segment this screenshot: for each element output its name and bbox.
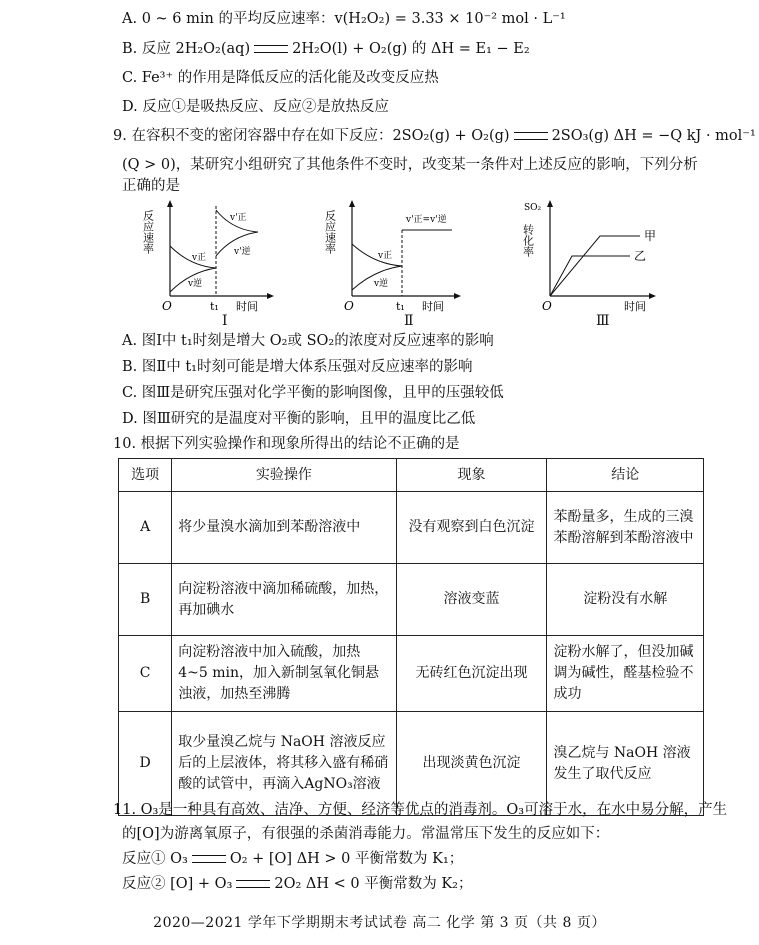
graph-3-jia-curve: [550, 236, 640, 296]
reaction-arrow-icon: [254, 45, 288, 53]
table-cell: A: [119, 492, 172, 564]
table-cell: 无砖红色沉淀出现: [396, 636, 547, 712]
q11-reaction-2-lhs: 反应② [O] + O₃: [122, 876, 233, 892]
graph-2-vfwd-curve: [352, 244, 402, 266]
q11-stem-line2: 的[O]为游离氧原子，有很强的杀菌消毒能力。常温常压下发生的反应如下：: [122, 826, 610, 842]
table-cell: B: [119, 564, 172, 636]
graph-2-vrev-label: v逆: [374, 279, 389, 289]
q11-reaction-1-rhs: O₂ + [O] ΔH > 0 平衡常数为 K₁；: [229, 851, 464, 867]
graph-3-xlabel: 时间: [624, 300, 646, 313]
table-header: 现象: [396, 459, 547, 492]
reaction-arrow-icon: [514, 132, 548, 140]
graph-3-yi-curve: [550, 256, 630, 296]
table-row: [119, 492, 704, 564]
table-cell: 苯酚量多，生成的三溴苯酚溶解到苯酚溶液中: [547, 492, 704, 564]
graph-1-y-arrow-icon: [167, 200, 173, 207]
q8-option-b: [122, 39, 530, 59]
q10-table: [118, 458, 704, 816]
graph-2-origin: O: [344, 299, 354, 313]
graph-3-ylabel: 转化率: [521, 224, 535, 257]
table-cell: D: [119, 712, 172, 816]
q9-option-b: B. 图Ⅱ中 t₁时刻可能是增大体系压强对反应速率的影响: [122, 359, 473, 375]
q11-reaction-1-lhs: 反应① O₃: [122, 851, 188, 867]
graph-3-caption: Ⅲ: [596, 313, 610, 329]
graph-2-xlabel: 时间: [422, 300, 444, 313]
graph-3-y-arrow-icon: [547, 200, 553, 207]
table-row: [119, 636, 704, 712]
q11-reaction-2-rhs: 2O₂ ΔH < 0 平衡常数为 K₂；: [274, 876, 473, 892]
graph-2-vfwd-label: v正: [378, 251, 393, 261]
graph-2-veq-label: v'正=v'逆: [406, 215, 447, 225]
graph-2: [322, 196, 472, 336]
q9-option-d: D. 图Ⅲ研究的是温度对平衡的影响，且甲的温度比乙低: [122, 411, 476, 427]
graph-3-ylabel-top: SO₂: [524, 203, 542, 213]
q8-option-d: D. 反应①是吸热反应、反应②是放热反应: [122, 99, 389, 115]
table-cell: 溶液变蓝: [396, 564, 547, 636]
graph-2-x-arrow-icon: [454, 293, 461, 299]
table-cell: 出现淡黄色沉淀: [396, 712, 547, 816]
graph-3: [520, 196, 670, 336]
q11-reaction-1: [122, 849, 463, 869]
graph-1-ylabel: 反应速率: [141, 210, 155, 254]
graph-3-yi-label: 乙: [634, 249, 647, 263]
q9-stem-rhs: 2SO₃(g) ΔH = −Q kJ · mol⁻¹: [551, 128, 756, 144]
table-header: 实验操作: [172, 459, 396, 492]
table-cell: 没有观察到白色沉淀: [396, 492, 547, 564]
page-footer: 2020—2021 学年下学期期末考试试卷 高二 化学 第 3 页（共 8 页）: [153, 915, 606, 931]
graph-1-t1-label: t₁: [210, 300, 219, 313]
table-header: 结论: [547, 459, 704, 492]
q9-option-c: C. 图Ⅲ是研究压强对化学平衡的影响图像，且甲的压强较低: [122, 385, 504, 401]
graph-1-vfwd2-label: v'正: [230, 213, 247, 223]
table-row: [119, 564, 704, 636]
graph-3-x-arrow-icon: [649, 293, 656, 299]
graph-1: [140, 196, 280, 336]
graph-1-vfwd-label: v正: [192, 253, 207, 263]
q9-stem-line1: [113, 126, 756, 146]
q8-option-c: C. Fe³⁺ 的作用是降低反应的活化能及改变反应热: [122, 70, 439, 86]
table-cell: 取少量溴乙烷与 NaOH 溶液反应后的上层液体，将其移入盛有稀硝酸的试管中，再滴入AgNO₃溶液: [172, 712, 396, 816]
graph-1-xlabel: 时间: [236, 300, 258, 313]
reaction-arrow-icon: [192, 855, 226, 863]
table-header-row: [119, 459, 704, 492]
table-cell: C: [119, 636, 172, 712]
table-cell: 向淀粉溶液中滴加稀硫酸，加热，再加碘水: [172, 564, 396, 636]
q9-stem-line2: (Q > 0)，某研究小组研究了其他条件不变时，改变某一条件对上述反应的影响，下列分析: [122, 157, 698, 173]
reaction-arrow-icon: [236, 880, 270, 888]
q11-reaction-2: [122, 874, 473, 894]
table-cell: 将少量溴水滴加到苯酚溶液中: [172, 492, 396, 564]
graph-2-y-arrow-icon: [349, 200, 355, 207]
q9-stem-line3: 正确的是: [122, 178, 180, 194]
table-cell: 淀粉水解了，但没加碱调为碱性，醛基检验不成功: [547, 636, 704, 712]
table-cell: 溴乙烷与 NaOH 溶液发生了取代反应: [547, 712, 704, 816]
graph-1-x-arrow-icon: [267, 293, 274, 299]
q8-option-b-lhs: B. 反应 2H₂O₂(aq): [122, 41, 251, 57]
graph-1-vrev-label: v逆: [188, 279, 203, 289]
table-cell: 淀粉没有水解: [547, 564, 704, 636]
q11-stem-line1: 11. O₃是一种具有高效、洁净、方便、经济等优点的消毒剂。O₃可溶于水，在水中易分解，产生: [113, 802, 728, 818]
graph-1-caption: Ⅰ: [222, 313, 228, 329]
table-cell: 向淀粉溶液中加入硫酸，加热4~5 min，加入新制氢氧化铜悬浊液，加热至沸腾: [172, 636, 396, 712]
graph-3-jia-label: 甲: [644, 229, 657, 243]
graph-2-caption: Ⅱ: [404, 313, 414, 329]
q9-stem-lhs: 9. 在容积不变的密闭容器中存在如下反应：2SO₂(g) + O₂(g): [113, 128, 510, 144]
q10-stem: 10. 根据下列实验操作和现象所得出的结论不正确的是: [113, 436, 460, 452]
q8-option-b-rhs: 2H₂O(l) + O₂(g) 的 ΔH = E₁ − E₂: [292, 41, 530, 57]
table-header: 选项: [119, 459, 172, 492]
q9-option-a: A. 图Ⅰ中 t₁时刻是增大 O₂或 SO₂的浓度对反应速率的影响: [122, 333, 494, 349]
graph-1-vrev2-label: v'逆: [234, 247, 251, 257]
graph-3-origin: O: [542, 299, 552, 313]
graph-1-origin: O: [162, 299, 172, 313]
q8-option-a: A. 0 ~ 6 min 的平均反应速率：v(H₂O₂) = 3.33 × 10⁻² mol · L⁻¹: [122, 11, 566, 27]
graph-2-t1-label: t₁: [396, 300, 405, 313]
graph-2-ylabel: 反应速率: [323, 210, 337, 254]
